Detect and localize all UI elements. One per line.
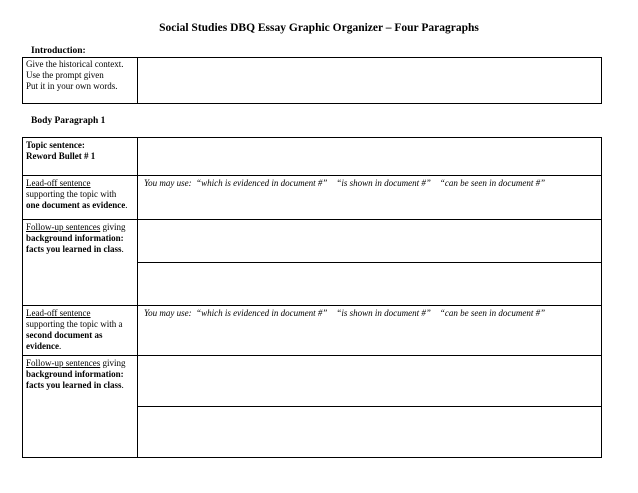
leadoff-2-line-3: second document as [26,330,103,340]
topic-sentence-label [26,140,95,162]
followup-2-line-2: background information: [26,369,124,379]
followup-2-line-3: facts you learned in class [26,380,122,390]
page-title: Social Studies DBQ Essay Graphic Organizer – Four Paragraphs [159,22,479,34]
topic-line-1: Topic sentence: [26,140,85,150]
leadoff-1-label [26,178,128,211]
row-divider [22,175,602,176]
followup-2-title-rest: giving [100,358,126,368]
leadoff-1-answer-cell[interactable] [139,190,601,218]
leadoff-2-answer-cell[interactable] [139,320,601,354]
followup-2-answer-cell-b[interactable] [139,407,601,457]
followup-1-title: Follow-up sentences [26,222,101,232]
introduction-answer-cell[interactable] [139,58,601,103]
intro-line-1: Give the historical context. [26,59,124,69]
introduction-divider [137,57,138,104]
leadoff-2-line-2: supporting the topic with a [26,319,123,329]
leadoff-2-line-4: evidence [26,341,59,351]
followup-1-answer-cell-b[interactable] [139,263,601,304]
leadoff-1-period: . [125,200,128,210]
leadoff-1-title: Lead-off sentence [26,178,91,188]
followup-2-period: . [121,380,124,390]
topic-sentence-answer-cell[interactable] [139,138,601,174]
followup-1-line-2: background information: [26,233,124,243]
leadoff-2-title: Lead-off sentence [26,308,91,318]
body-table-divider [137,137,138,458]
intro-line-3: Put it in your own words. [26,81,118,91]
followup-1-answer-cell-a[interactable] [139,220,601,261]
leadoff-1-line-3: one document as evidence [26,200,126,210]
followup-1-period: . [121,244,124,254]
leadoff-2-period: . [59,341,62,351]
introduction-instructions [26,59,123,92]
leadoff-1-hint: You may use: “which is evidenced in document #” “is shown in document #” “can be seen in document #” [144,178,546,188]
leadoff-2-label [26,308,123,352]
body-paragraph-heading: Body Paragraph 1 [31,116,106,126]
followup-1-label [26,222,126,255]
followup-2-answer-cell-a[interactable] [139,356,601,405]
intro-line-2: Use the prompt given [26,70,104,80]
row-divider [22,305,602,306]
introduction-heading: Introduction: [31,46,86,56]
leadoff-2-hint: You may use: “which is evidenced in document #” “is shown in document #” “can be seen in document #” [144,308,546,318]
topic-line-2: Reword Bullet # 1 [26,151,96,161]
followup-1-line-3: facts you learned in class [26,244,122,254]
followup-1-title-rest: giving [100,222,126,232]
leadoff-1-line-2: supporting the topic with [26,189,117,199]
followup-2-label [26,358,126,391]
followup-2-title: Follow-up sentences [26,358,101,368]
